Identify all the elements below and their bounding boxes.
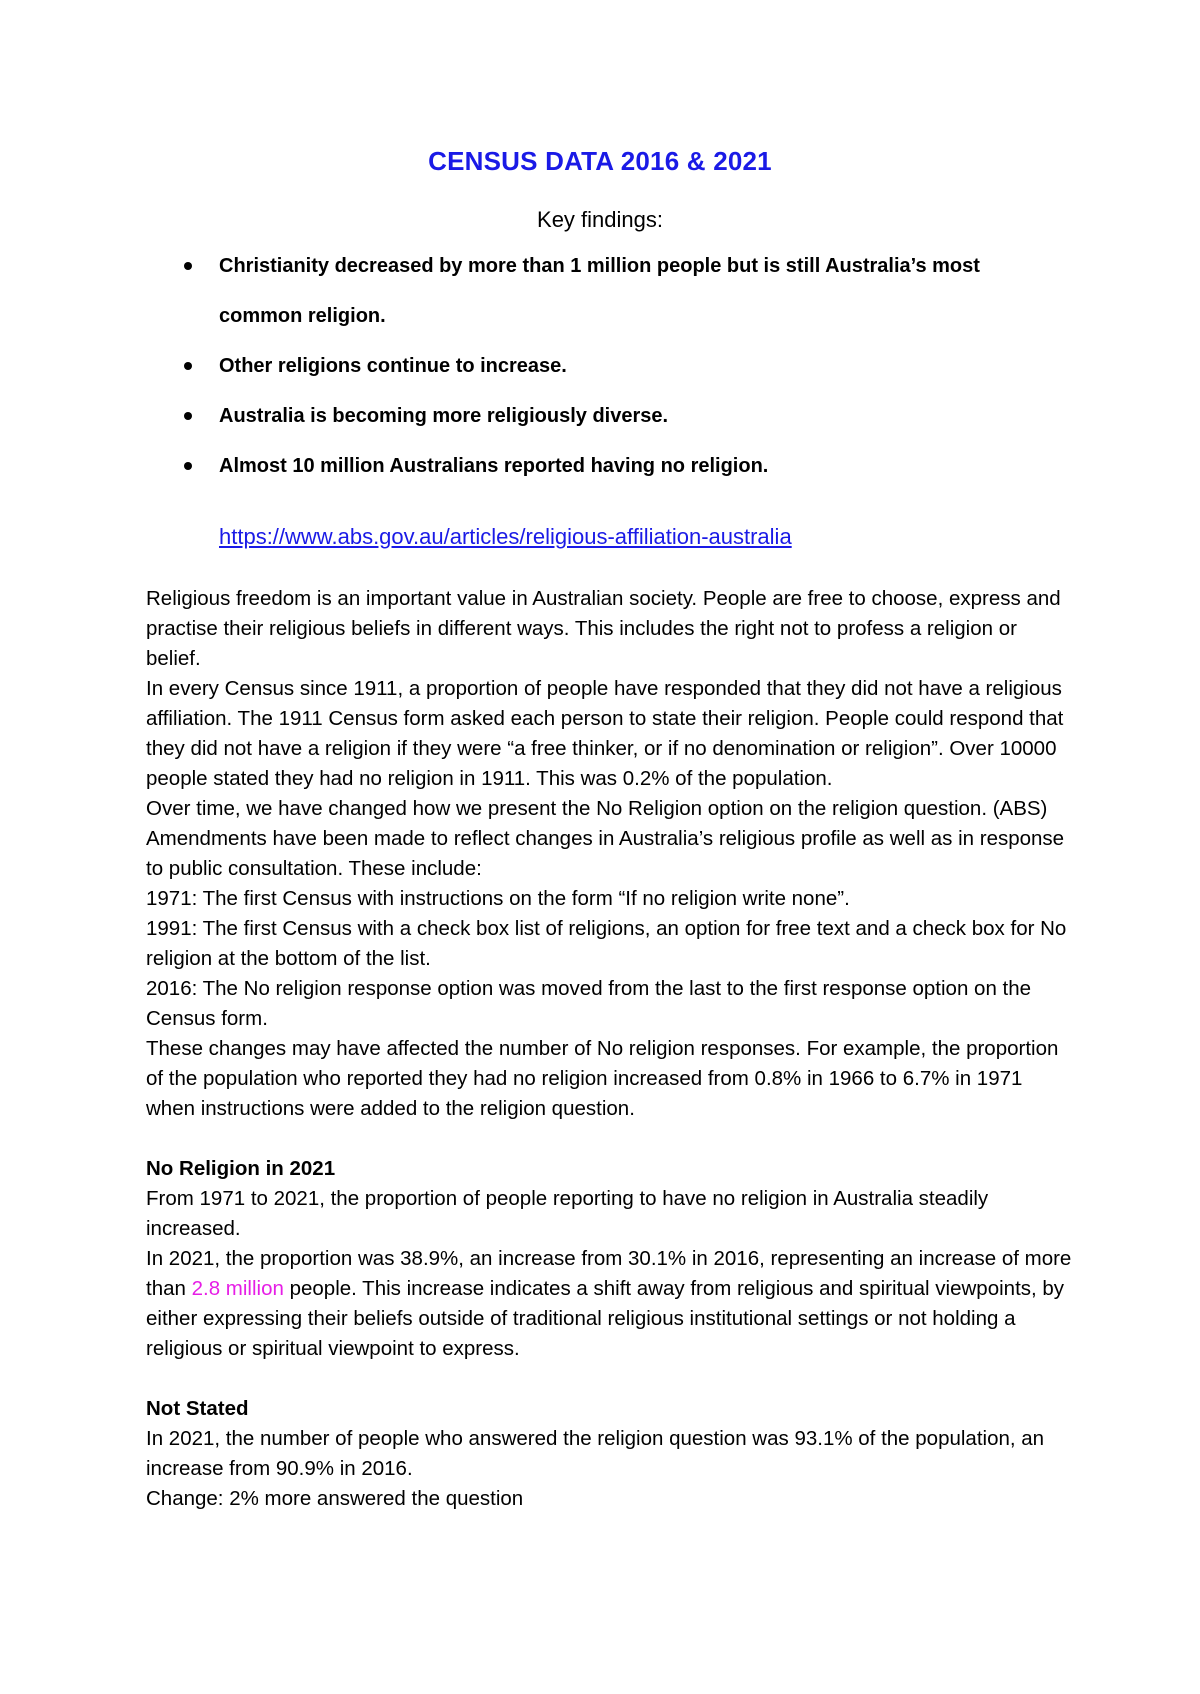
list-item bbox=[184, 391, 1044, 441]
list-item bbox=[184, 441, 1044, 491]
finding-text: Australia is becoming more religiously diverse. bbox=[219, 405, 669, 427]
document-title: CENSUS DATA 2016 & 2021 bbox=[428, 146, 772, 176]
paragraph: In every Census since 1911, a proportion of people have responded that they did not have a religious affiliation. The 1911 Census form asked each person to state their religion. People could respond that they did not have a religion if they were “a free thinker, or if no denomination or religion”. Over 10000 people stated they had no religion in 1911. This was 0.2% of the population. bbox=[146, 677, 1064, 790]
finding-text: Christianity decreased by more than 1 million people but is still Australia’s most common religion. bbox=[219, 255, 980, 327]
bullet-icon bbox=[184, 412, 192, 420]
paragraph: In 2021, the number of people who answered the religion question was 93.1% of the population, an increase from 90.9% in 2016. bbox=[146, 1427, 1045, 1480]
paragraph: 2016: The No religion response option was moved from the last to the first response option on the Census form. bbox=[146, 977, 1032, 1030]
paragraph: Change: 2% more answered the question bbox=[146, 1487, 524, 1510]
document-body bbox=[146, 584, 1076, 1514]
paragraph: From 1971 to 2021, the proportion of people reporting to have no religion in Australia steadily increased. bbox=[146, 1187, 989, 1240]
not-stated-heading: Not Stated bbox=[146, 1397, 249, 1420]
list-item bbox=[184, 341, 1044, 391]
spacer bbox=[146, 1364, 1076, 1394]
paragraph: Religious freedom is an important value in Australian society. People are free to choose, express and practise their religious beliefs in different ways. This includes the right not to profess a religion or belief. bbox=[146, 587, 1061, 670]
paragraph: Over time, we have changed how we present the No Religion option on the religion question. (ABS) Amendments have been made to reflect changes in Australia’s religious profile as well as in response to public consultation. These include: bbox=[146, 797, 1065, 880]
spacer bbox=[146, 1124, 1076, 1154]
paragraph bbox=[146, 1244, 1076, 1364]
key-findings-list bbox=[184, 241, 1044, 491]
bullet-icon bbox=[184, 362, 192, 370]
abs-article-link[interactable]: https://www.abs.gov.au/articles/religious-affiliation-australia bbox=[219, 524, 792, 549]
highlighted-figure: 2.8 million bbox=[191, 1277, 284, 1300]
text-run: people. This increase indicates a shift away from religious and spiritual viewpoints, by either expressing their beliefs outside of traditional religious institutional settings or not holding a religious or spiritual viewpoint to express. bbox=[146, 1277, 1065, 1360]
paragraph: 1971: The first Census with instructions on the form “If no religion write none”. bbox=[146, 887, 850, 910]
no-religion-heading: No Religion in 2021 bbox=[146, 1157, 336, 1180]
finding-text: Other religions continue to increase. bbox=[219, 355, 567, 377]
paragraph: These changes may have affected the number of No religion responses. For example, the proportion of the population who reported they had no religion increased from 0.8% in 1966 to 6.7% in 1971 when instructions were added to the religion question. bbox=[146, 1037, 1059, 1120]
bullet-icon bbox=[184, 462, 192, 470]
text-run: In 2021, the proportion was 38.9%, an increase from 30.1% in 2016, representing an increase of more than bbox=[146, 1247, 1072, 1300]
key-findings-heading: Key findings: bbox=[537, 207, 663, 232]
paragraph: 1991: The first Census with a check box list of religions, an option for free text and a check box for No religion at the bottom of the list. bbox=[146, 917, 1067, 970]
bullet-icon bbox=[184, 262, 192, 270]
finding-text: Almost 10 million Australians reported having no religion. bbox=[219, 455, 769, 477]
list-item bbox=[184, 241, 1044, 341]
